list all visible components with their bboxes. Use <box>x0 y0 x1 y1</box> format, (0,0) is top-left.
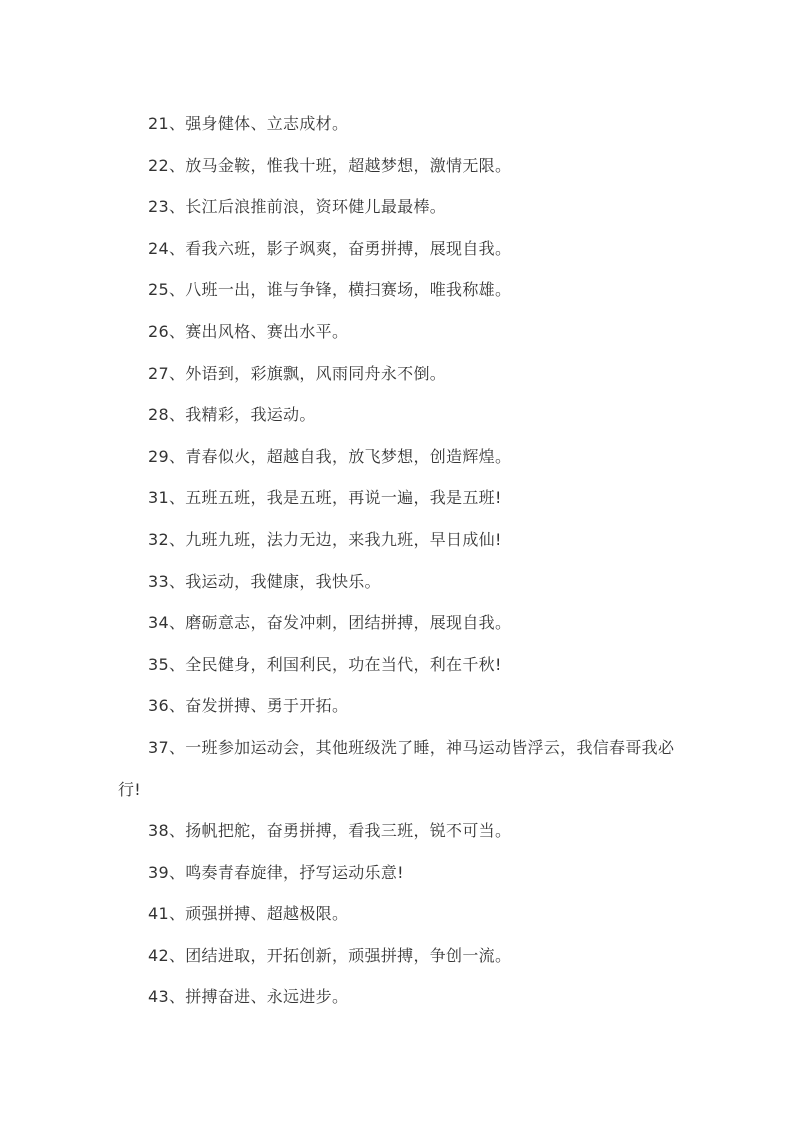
list-item: 35、全民健身，利国利民，功在当代，利在千秋! <box>148 654 502 674</box>
list-item: 22、放马金鞍，惟我十班，超越梦想，激情无限。 <box>148 155 512 175</box>
list-item: 29、青春似火，超越自我，放飞梦想，创造辉煌。 <box>148 446 512 466</box>
list-item: 37、一班参加运动会，其他班级洗了睡，神马运动皆浮云，我信春哥我必行! <box>118 737 675 799</box>
list-item: 39、鸣奏青春旋律，抒写运动乐意! <box>148 862 404 882</box>
list-item: 33、我运动，我健康，我快乐。 <box>148 571 381 591</box>
list-item: 42、团结进取，开拓创新，顽强拼搏，争创一流。 <box>148 945 512 965</box>
list-item: 23、长江后浪推前浪，资环健儿最最棒。 <box>148 197 447 217</box>
list-item: 31、五班五班，我是五班，再说一遍，我是五班! <box>148 488 502 508</box>
list-item: 32、九班九班，法力无边，来我九班，早日成仙! <box>148 529 502 549</box>
list-item: 28、我精彩，我运动。 <box>148 405 316 425</box>
list-item: 25、八班一出，谁与争锋，横扫赛场，唯我称雄。 <box>148 280 512 300</box>
list-item: 41、顽强拼搏、超越极限。 <box>148 904 349 924</box>
list-item: 27、外语到，彩旗飘，风雨同舟永不倒。 <box>148 363 447 383</box>
list-item: 36、奋发拼搏、勇于开拓。 <box>148 696 349 716</box>
slogan-list <box>118 103 678 1018</box>
list-item: 21、强身健体、立志成材。 <box>148 114 349 133</box>
list-item: 38、扬帆把舵，奋勇拼搏，看我三班，锐不可当。 <box>148 821 512 841</box>
list-item: 43、拼搏奋进、永远进步。 <box>148 987 349 1007</box>
list-item: 34、磨砺意志，奋发冲刺，团结拼搏，展现自我。 <box>148 613 512 633</box>
list-item: 24、看我六班，影子飒爽，奋勇拼搏，展现自我。 <box>148 238 512 258</box>
list-item: 26、赛出风格、赛出水平。 <box>148 321 349 341</box>
